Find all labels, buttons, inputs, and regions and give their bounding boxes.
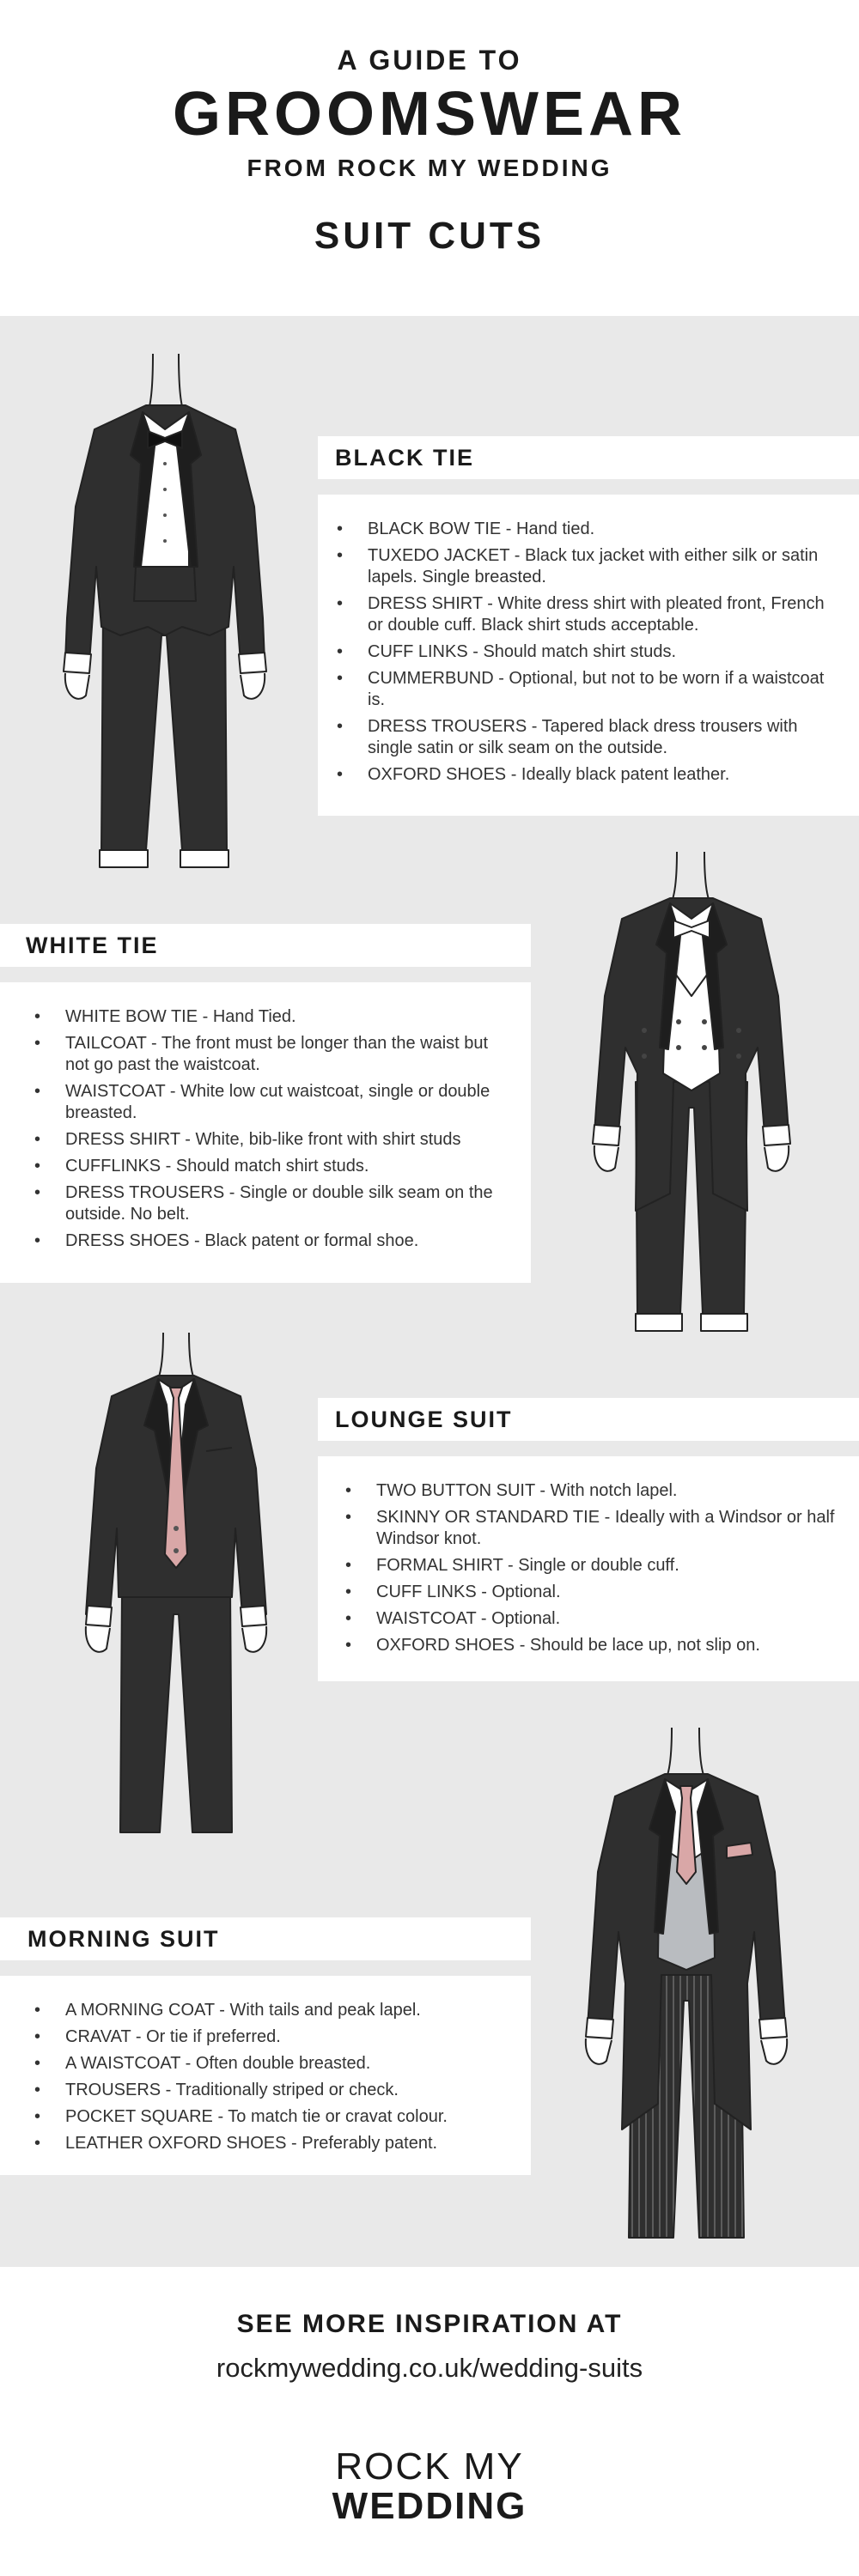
header [0, 0, 859, 316]
list-item: • A MORNING COAT - With tails and peak lapel. [33, 2000, 514, 2021]
list-item: • WAISTCOAT - Optional. [344, 1608, 842, 1630]
list-item: • LEATHER OXFORD SHOES - Preferably patent. [33, 2133, 514, 2154]
list-item: • CUMMERBUND - Optional, but not to be worn if a waistcoat is. [335, 668, 842, 711]
morning-suit-description [0, 1976, 531, 2175]
list-item: • A WAISTCOAT - Often double breasted. [33, 2053, 514, 2075]
morning-suit-heading: MORNING SUIT [27, 1926, 220, 1952]
list-item: • DRESS SHIRT - White dress shirt with pleated front, French or double cuff. Black shirt studs acceptable. [335, 593, 842, 636]
pre-title: A GUIDE TO [337, 45, 522, 76]
lounge-suit-label [318, 1398, 859, 1441]
list-item: • TUXEDO JACKET - Black tux jacket with either silk or satin lapels. Single breasted. [335, 545, 842, 588]
list-item: • OXFORD SHOES - Should be lace up, not slip on. [344, 1635, 842, 1656]
list-item: • TWO BUTTON SUIT - With notch lapel. [344, 1480, 842, 1502]
list-item: • CUFF LINKS - Optional. [344, 1582, 842, 1603]
list-item: • OXFORD SHOES - Ideally black patent leather. [335, 764, 842, 786]
white-tie-list [33, 1006, 514, 1252]
list-item: • WAISTCOAT - White low cut waistcoat, single or double breasted. [33, 1081, 514, 1124]
inspiration-link[interactable]: rockmywedding.co.uk/wedding-suits [216, 2353, 643, 2383]
subtitle: FROM ROCK MY WEDDING [247, 155, 612, 181]
list-item: • DRESS SHIRT - White, bib-like front with shirt studs [33, 1129, 514, 1151]
black-tie-label [318, 436, 859, 479]
section-title: SUIT CUTS [314, 215, 545, 257]
list-item: • DRESS TROUSERS - Single or double silk seam on the outside. No belt. [33, 1182, 514, 1225]
black-tie-description [318, 495, 859, 816]
rock-my-wedding-logo [0, 2447, 859, 2526]
black-tie-list [335, 519, 842, 786]
lounge-suit-description [318, 1456, 859, 1681]
list-item: • TAILCOAT - The front must be longer than the waist but not go past the waistcoat. [33, 1033, 514, 1076]
morning-suit-list [33, 2000, 514, 2154]
list-item: • DRESS TROUSERS - Tapered black dress trousers with single satin or silk seam on the outside. [335, 716, 842, 759]
list-item: • CUFF LINKS - Should match shirt studs. [335, 641, 842, 663]
white-tie-heading: WHITE TIE [26, 933, 159, 958]
lounge-suit-list [344, 1480, 842, 1656]
black-tie-heading: BLACK TIE [335, 445, 474, 471]
list-item: • WHITE BOW TIE - Hand Tied. [33, 1006, 514, 1028]
list-item: • TROUSERS - Traditionally striped or check. [33, 2080, 514, 2101]
logo-top-text: ROCK MY [335, 2445, 524, 2488]
lounge-suit-heading: LOUNGE SUIT [335, 1406, 513, 1432]
list-item: • CUFFLINKS - Should match shirt studs. [33, 1156, 514, 1177]
logo-bottom-text: WEDDING [332, 2485, 527, 2527]
cta-heading: SEE MORE INSPIRATION AT [236, 2310, 623, 2338]
morning-suit-label [0, 1917, 531, 1960]
list-item: • FORMAL SHIRT - Single or double cuff. [344, 1555, 842, 1577]
list-item: • CRAVAT - Or tie if preferred. [33, 2026, 514, 2048]
lounge-suit-figure-icon [77, 1331, 275, 1846]
white-tie-label [0, 924, 531, 967]
list-item: • POCKET SQUARE - To match tie or cravat colour. [33, 2106, 514, 2128]
white-tie-description [0, 982, 531, 1283]
morning-suit-figure-icon [576, 1726, 799, 2258]
list-item: • SKINNY OR STANDARD TIE - Ideally with a Windsor or half Windsor knot. [344, 1507, 842, 1550]
list-item: • DRESS SHOES - Black patent or formal shoe. [33, 1230, 514, 1252]
list-item: • BLACK BOW TIE - Hand tied. [335, 519, 842, 540]
tuxedo-figure-icon [52, 352, 275, 893]
tailcoat-figure-icon [584, 850, 799, 1348]
page-title: GROOMSWEAR [173, 80, 686, 149]
